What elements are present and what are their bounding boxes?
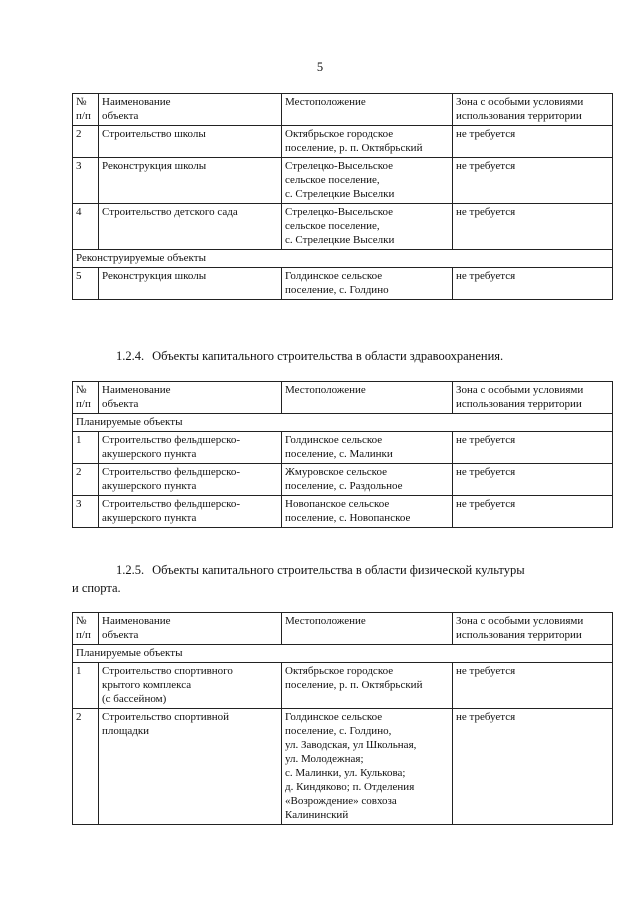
object-name-line: Строительство спортивной [102,711,230,723]
header-location [282,613,453,645]
special-zone: не требуется [453,126,613,158]
object-location [282,432,453,464]
special-zone: не требуется [453,709,613,825]
section-title-line-2: и спорта. [72,581,121,595]
object-name [99,126,282,158]
object-location-line: с. Стрелецкие Выселки [285,188,395,200]
header-zone [453,94,613,126]
header-location [282,94,453,126]
table-header-row [73,94,613,126]
header-name [99,613,282,645]
page-number: 5 [316,60,324,74]
object-location-line: поселение, р. п. Октябрьский [285,679,423,691]
header-text: Наименование [102,384,171,396]
object-name [99,268,282,300]
object-name-line: Строительство спортивного [102,665,233,677]
object-location-line: сельское поселение, [285,174,380,186]
table-group-row [73,250,613,268]
header-text: п/п [76,629,91,641]
object-location-line: сельское поселение, [285,220,380,232]
row-number: 1 [73,663,99,709]
object-name [99,158,282,204]
header-zone [453,382,613,414]
object-location [282,496,453,528]
section-title: Объекты капитального строительства в области здравоохранения. [152,349,504,363]
section-heading-1-2-4 [72,347,612,365]
special-zone: не требуется [453,464,613,496]
header-zone [453,613,613,645]
object-name-line: Реконструкция школы [102,160,207,172]
object-location [282,126,453,158]
row-number: 2 [73,709,99,825]
header-text: Наименование [102,96,171,108]
special-zone: не требуется [453,268,613,300]
object-name [99,204,282,250]
header-name [99,94,282,126]
object-location-line: Октябрьское городское [285,665,394,677]
special-zone: не требуется [453,496,613,528]
object-location [282,268,453,300]
row-number: 5 [73,268,99,300]
table-row [73,432,613,464]
object-location-line: Калининский [285,809,349,821]
header-text: п/п [76,398,91,410]
object-location-line: Новопанское сельское [285,498,390,510]
section-title-line-1: Объекты капитального строительства в области физической культуры [152,563,525,577]
table-row [73,158,613,204]
object-location-line: Голдинское сельское [285,711,383,723]
table-header-row [73,382,613,414]
object-location-line: д. Киндяково; п. Отделения [285,781,415,793]
object-name [99,464,282,496]
object-location-line: Стрелецко-Высельское [285,160,394,172]
object-location-line: поселение, р. п. Октябрьский [285,142,423,154]
header-text: № [76,96,87,108]
object-name [99,663,282,709]
table-row [73,464,613,496]
object-name [99,709,282,825]
object-location-line: ул. Молодежная; [285,753,364,765]
row-number: 2 [73,126,99,158]
object-location-line: с. Малинки, ул. Кулькова; [285,767,406,779]
object-location-line: поселение, с. Голдино, [285,725,392,737]
object-name-line: (с бассейном) [102,693,167,705]
object-name-line: акушерского пункта [102,448,197,460]
special-zone: не требуется [453,204,613,250]
object-location-line: ул. Заводская, ул Школьная, [285,739,417,751]
table-row [73,268,613,300]
object-location [282,204,453,250]
header-text: использования территории [456,629,582,641]
object-name-line: акушерского пункта [102,512,197,524]
object-name-line: Строительство фельдшерско- [102,434,241,446]
object-name [99,432,282,464]
object-name-line: площадки [102,725,150,737]
object-location-line: поселение, с. Раздольное [285,480,403,492]
section-number: 1.2.4. [116,349,145,363]
table-row [73,126,613,158]
table-row [73,709,613,825]
object-location-line: поселение, с. Голдино [285,284,389,296]
object-location [282,709,453,825]
group-label: Реконструируемые объекты [73,250,613,268]
special-zone: не требуется [453,663,613,709]
header-number [73,613,99,645]
object-location-line: Голдинское сельское [285,434,383,446]
object-location-line: Октябрьское городское [285,128,394,140]
header-text: Местоположение [285,615,366,627]
table-group-row [73,414,613,432]
planning-table-sports [72,612,613,825]
table-row [73,496,613,528]
table-row [73,663,613,709]
object-name-line: Строительство детского сада [102,206,238,218]
object-name-line: крытого комплекса [102,679,192,691]
object-location-line: поселение, с. Новопанское [285,512,411,524]
special-zone: не требуется [453,432,613,464]
section-number: 1.2.5. [116,563,145,577]
header-text: Местоположение [285,384,366,396]
header-text: № [76,615,87,627]
group-label: Планируемые объекты [73,414,613,432]
object-name-line: Строительство фельдшерско- [102,498,241,510]
header-text: Зона с особыми условиями [456,615,584,627]
planning-table-healthcare [72,381,613,528]
group-label: Планируемые объекты [73,645,613,663]
header-text: объекта [102,110,139,122]
object-location [282,158,453,204]
header-text: Местоположение [285,96,366,108]
header-text: Наименование [102,615,171,627]
header-location [282,382,453,414]
header-text: п/п [76,110,91,122]
header-text: использования территории [456,398,582,410]
table-row [73,204,613,250]
object-name-line: акушерского пункта [102,480,197,492]
header-name [99,382,282,414]
row-number: 1 [73,432,99,464]
object-name [99,496,282,528]
object-location-line: Голдинское сельское [285,270,383,282]
object-location-line: Жмуровское сельское [285,466,387,478]
row-number: 2 [73,464,99,496]
header-text: использования территории [456,110,582,122]
header-number [73,382,99,414]
row-number: 4 [73,204,99,250]
table-group-row [73,645,613,663]
object-name-line: Реконструкция школы [102,270,207,282]
object-name-line: Строительство фельдшерско- [102,466,241,478]
object-location-line: поселение, с. Малинки [285,448,393,460]
object-location-line: «Возрождение» совхоза [285,795,397,807]
table-header-row [73,613,613,645]
header-text: Зона с особыми условиями [456,384,584,396]
row-number: 3 [73,158,99,204]
header-text: объекта [102,398,139,410]
section-heading-1-2-5 [72,561,612,597]
row-number: 3 [73,496,99,528]
header-text: Зона с особыми условиями [456,96,584,108]
header-number [73,94,99,126]
object-location-line: с. Стрелецкие Выселки [285,234,395,246]
object-name-line: Строительство школы [102,128,206,140]
object-location [282,464,453,496]
header-text: № [76,384,87,396]
planning-table-education [72,93,613,300]
object-location-line: Стрелецко-Высельское [285,206,394,218]
special-zone: не требуется [453,158,613,204]
object-location [282,663,453,709]
header-text: объекта [102,629,139,641]
